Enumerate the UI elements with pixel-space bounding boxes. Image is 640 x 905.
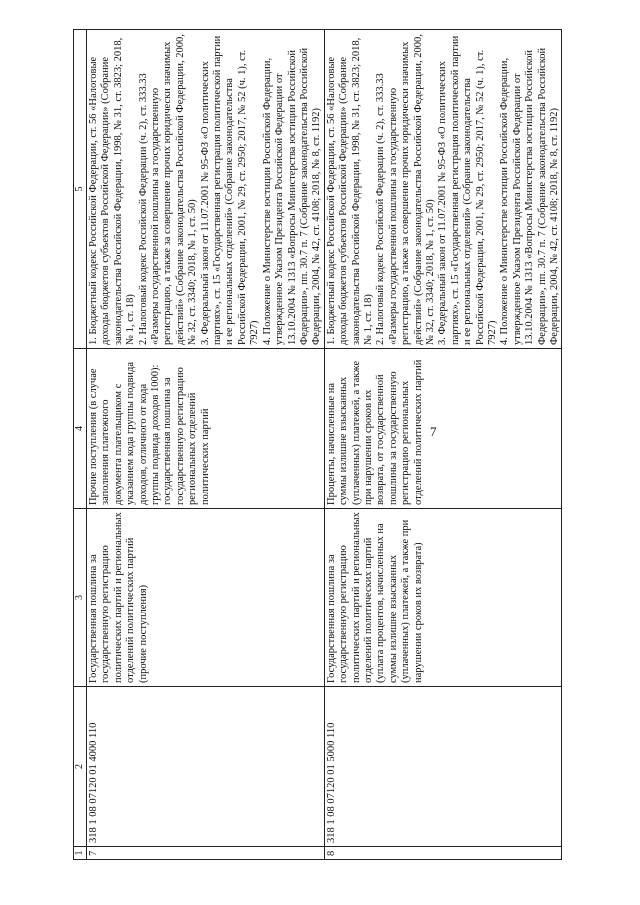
- table-header-row: [74, 30, 87, 860]
- header-cell-5: 5: [74, 30, 87, 349]
- income-type: Проценты, начисленные на суммы излишне взысканных (уплаченных) платежей, а также при нарушении сроков их возврата, от государственной пошлины за государственную регистрацию региональных отделений политических партий: [324, 349, 562, 509]
- legal-basis-item: 3. Федеральный закон от 11.07.2001 № 95-ФЗ «О политических партиях», ст. 15 «Государственная регистрация политической партии и ее региональных отделений» (Собрание законодательства Российской Федерации, 2001, № 29, ст. 2950; 2017, № 52 (ч. 1), ст. 7927): [199, 35, 261, 345]
- table-row: [87, 30, 325, 860]
- legal-basis-item: 2. Налоговый кодекс Российской Федерации (ч. 2), ст. 333.33 «Размеры государственной пошлины за государственную регистрацию, а также за совершение прочих юридически значимых действий» (Собрание законодательства Российской Федерации, 2000, № 32, ст. 3340; 2018, № 1, ст. 50): [375, 34, 436, 345]
- legal-basis-item: 2. Налоговый кодекс Российской Федерации (ч. 2), ст. 333.33 «Размеры государственной пошлины за государственную регистрацию, а также за совершение прочих юридически значимых действий» (Собрание законодательства Российской Федерации, 2000, № 32, ст. 3340; 2018, № 1, ст. 50): [137, 34, 199, 345]
- legal-basis-item: 3. Федеральный закон от 11.07.2001 № 95-ФЗ «О политических партиях», ст. 15 «Государственная регистрация политической партии и ее региональных отделений» (Собрание законодательства Российской Федерации, 2001, № 29, ст. 2950; 2017, № 52 (ч. 1), ст. 7927): [437, 35, 498, 345]
- row-number: 8: [324, 847, 562, 860]
- rotated-table-container: [73, 30, 561, 860]
- header-cell-2: 2: [74, 687, 87, 847]
- row-number: 7: [87, 847, 325, 860]
- budget-code: 318 1 08 07120 01 5000 110: [324, 687, 562, 847]
- page-number: 7: [430, 424, 437, 439]
- legal-basis-item: 4. Положение о Министерстве юстиции Российской Федерации, утвержденное Указом Президента Российской Федерации от 13.10.2004 № 1313 «Вопросы Министерства юстиции Российской Федерации», пп. 30.7 п. 7 (Собрание законодательства Российской Федерации, 2004, № 42, ст. 4108; 2018, № 8, ст. 1192): [499, 47, 561, 345]
- legal-basis-item: 1. Бюджетный кодекс Российской Федерации, ст. 56 «Налоговые доходы бюджетов субъектов Российской Федерации» (Собрание законодательства Российской Федерации, 1998, № 31, ст. 3823; 2018, № 1, ст. 18): [88, 37, 137, 345]
- income-name: Государственная пошлина за государственную регистрацию политических партий и региональных отделений политических партий (уплата процентов, начисленных на суммы излишне взысканных (уплаченных) платежей, а также при нарушении сроков их возврата): [324, 509, 562, 687]
- legal-basis: [324, 30, 562, 349]
- legal-basis-item: 1. Бюджетный кодекс Российской Федерации, ст. 56 «Налоговые доходы бюджетов субъектов Российской Федерации» (Собрание законодательства Российской Федерации, 1998, № 31, ст. 3823; 2018, № 1, ст. 18): [325, 37, 374, 345]
- income-type: Прочие поступления (в случае заполнения платежного документа плательщиком с указанием кода группы подвида доходов, отличного от кода группы подвида доходов 1000): государственная пошлина за государственную регистрацию региональных отделений политических партий: [87, 349, 325, 509]
- income-name: Государственная пошлина за государственную регистрацию политических партий и региональных отделений политических партий (прочие поступления): [87, 509, 325, 687]
- header-cell-4: 4: [74, 349, 87, 509]
- income-codes-table: [73, 29, 562, 860]
- legal-basis-item: 4. Положение о Министерстве юстиции Российской Федерации, утвержденное Указом Президента Российской Федерации от 13.10.2004 № 1313 «Вопросы Министерства юстиции Российской Федерации», пп. 30.7 п. 7 (Собрание законодательства Российской Федерации, 2004, № 42, ст. 4108; 2018, № 8, ст. 1192): [261, 47, 323, 345]
- header-cell-3: 3: [74, 509, 87, 687]
- legal-basis: [87, 30, 325, 349]
- table-row: [324, 30, 562, 860]
- budget-code: 318 1 08 07120 01 4000 110: [87, 687, 325, 847]
- header-cell-1: 1: [74, 847, 87, 860]
